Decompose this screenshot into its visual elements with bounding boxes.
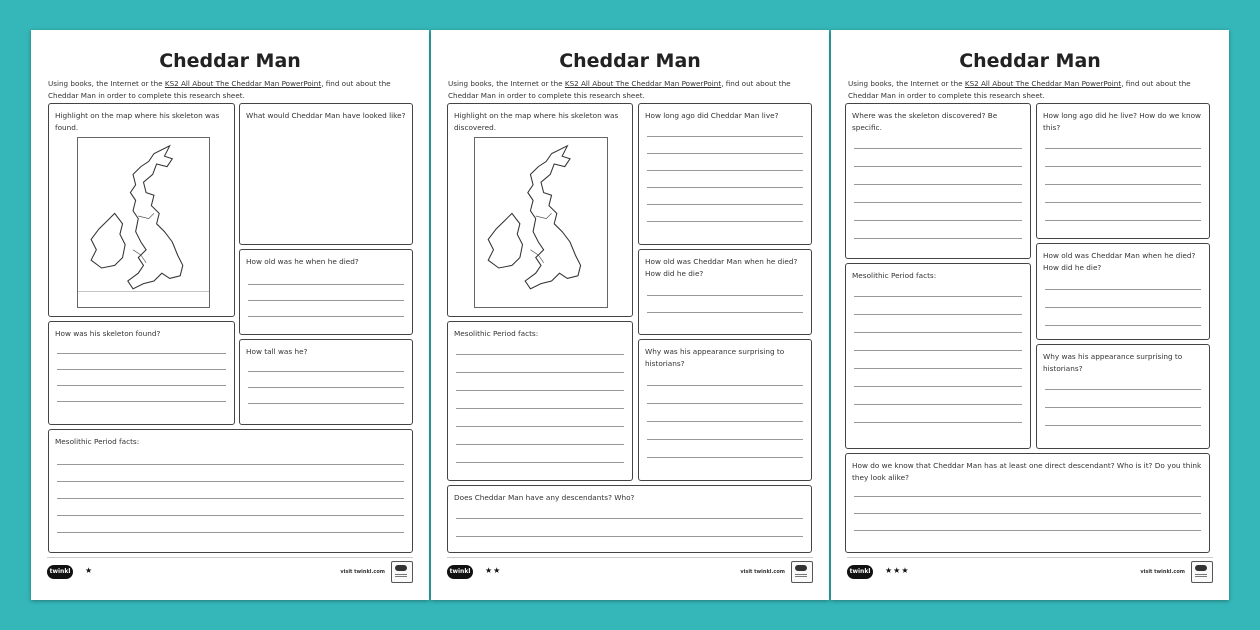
sheet-intro: Using books, the Internet or the KS2 All About The Cheddar Man PowerPoint, find out about the Cheddar Man in order to complete this research sheet.: [448, 79, 791, 100]
found-box: [48, 321, 235, 425]
answer-line[interactable]: [248, 316, 404, 317]
question-label: Highlight on the map where his skeleton was discovered.: [454, 111, 619, 132]
age-box: [239, 249, 413, 335]
answer-line[interactable]: [647, 403, 803, 404]
answer-line[interactable]: [854, 530, 1201, 531]
answer-line[interactable]: [854, 513, 1201, 514]
appearance-box: [1036, 344, 1210, 449]
age-box: [1036, 243, 1210, 340]
answer-line[interactable]: [647, 457, 803, 458]
answer-line[interactable]: [1045, 407, 1201, 408]
answer-line[interactable]: [1045, 425, 1201, 426]
looks-box: [239, 103, 413, 245]
answer-line[interactable]: [1045, 325, 1201, 326]
answer-line[interactable]: [248, 403, 404, 404]
answer-line[interactable]: [854, 350, 1022, 351]
answer-line[interactable]: [1045, 148, 1201, 149]
map-box: [447, 103, 633, 317]
appearance-box: [638, 339, 812, 481]
powerpoint-link[interactable]: KS2 All About The Cheddar Man PowerPoint: [564, 79, 722, 88]
facts-box: [447, 321, 633, 481]
answer-line[interactable]: [647, 204, 803, 205]
sheet-footer: [847, 557, 1213, 584]
question-label: Why was his appearance surprising to historians?: [645, 347, 785, 368]
quality-badge-icon: [391, 561, 413, 583]
answer-line[interactable]: [647, 153, 803, 154]
answer-line[interactable]: [456, 354, 624, 355]
sheet-footer: [47, 557, 413, 584]
answer-line[interactable]: [1045, 166, 1201, 167]
answer-line[interactable]: [456, 462, 624, 463]
difficulty-stars: ★★★: [885, 566, 910, 575]
difficulty-stars: ★: [85, 566, 94, 575]
question-label: What would Cheddar Man have looked like?: [246, 111, 406, 120]
question-label: Does Cheddar Man have any descendants? Who?: [454, 493, 635, 502]
visit-link[interactable]: visit twinkl.com: [740, 569, 785, 575]
lived-box: [638, 103, 812, 245]
answer-line[interactable]: [854, 496, 1201, 497]
answer-line[interactable]: [1045, 184, 1201, 185]
age-box: [638, 249, 812, 335]
question-label: How old was Cheddar Man when he died? How did he die?: [1043, 251, 1196, 272]
answer-line[interactable]: [248, 387, 404, 388]
answer-line[interactable]: [456, 444, 624, 445]
answer-line[interactable]: [456, 426, 624, 427]
answer-line[interactable]: [647, 187, 803, 188]
descendant-box: [845, 453, 1210, 553]
answer-line[interactable]: [456, 390, 624, 391]
answer-line[interactable]: [647, 136, 803, 137]
twinkl-logo[interactable]: twinkl: [847, 565, 873, 579]
answer-line[interactable]: [854, 202, 1022, 203]
question-label: Mesolithic Period facts:: [852, 271, 937, 280]
question-label: How long ago did he live? How do we know this?: [1043, 111, 1202, 132]
visit-link[interactable]: visit twinkl.com: [340, 569, 385, 575]
twinkl-logo[interactable]: twinkl: [47, 565, 73, 579]
answer-line[interactable]: [1045, 389, 1201, 390]
answer-line[interactable]: [854, 238, 1022, 239]
sheet-intro: Using books, the Internet or the KS2 All About The Cheddar Man PowerPoint, find out about the Cheddar Man in order to complete this research sheet.: [848, 79, 1191, 100]
answer-line[interactable]: [1045, 289, 1201, 290]
twinkl-logo[interactable]: twinkl: [447, 565, 473, 579]
answer-line[interactable]: [854, 148, 1022, 149]
question-label: Why was his appearance surprising to historians?: [1043, 352, 1183, 373]
worksheet-3: [831, 30, 1229, 600]
answer-line[interactable]: [647, 385, 803, 386]
answer-line[interactable]: [57, 464, 404, 465]
sheet-intro: Using books, the Internet or the KS2 All About The Cheddar Man PowerPoint, find out about the Cheddar Man in order to complete this research sheet.: [48, 79, 391, 100]
answer-line[interactable]: [1045, 202, 1201, 203]
sheet-footer: [447, 557, 813, 584]
answer-line[interactable]: [248, 371, 404, 372]
answer-line[interactable]: [854, 422, 1022, 423]
answer-line[interactable]: [854, 332, 1022, 333]
answer-line[interactable]: [57, 385, 226, 386]
answer-line[interactable]: [854, 386, 1022, 387]
answer-line[interactable]: [57, 515, 404, 516]
answer-line[interactable]: [647, 312, 803, 313]
question-label: How tall was he?: [246, 347, 308, 356]
answer-line[interactable]: [647, 170, 803, 171]
visit-link[interactable]: visit twinkl.com: [1140, 569, 1185, 575]
question-label: Mesolithic Period facts:: [454, 329, 539, 338]
answer-line[interactable]: [854, 184, 1022, 185]
answer-line[interactable]: [647, 439, 803, 440]
answer-line[interactable]: [1045, 220, 1201, 221]
answer-line[interactable]: [57, 401, 226, 402]
facts-box: [48, 429, 413, 553]
uk-outline-icon: [78, 138, 209, 307]
uk-outline-icon: [475, 138, 607, 307]
answer-line[interactable]: [854, 368, 1022, 369]
uk-map[interactable]: [474, 137, 608, 308]
answer-line[interactable]: [647, 221, 803, 222]
answer-line[interactable]: [456, 408, 624, 409]
question-label: Mesolithic Period facts:: [55, 437, 140, 446]
uk-map[interactable]: [77, 137, 210, 308]
answer-line[interactable]: [854, 296, 1022, 297]
answer-line[interactable]: [57, 498, 404, 499]
question-label: How old was he when he died?: [246, 257, 359, 266]
quality-badge-icon: [791, 561, 813, 583]
quality-badge-icon: [1191, 561, 1213, 583]
powerpoint-link[interactable]: KS2 All About The Cheddar Man PowerPoint: [964, 79, 1122, 88]
sheet-title: Cheddar Man: [159, 50, 301, 72]
powerpoint-link[interactable]: KS2 All About The Cheddar Man PowerPoint: [164, 79, 322, 88]
answer-line[interactable]: [854, 314, 1022, 315]
sheet-title: Cheddar Man: [559, 50, 701, 72]
facts-box: [845, 263, 1031, 449]
question-label: How was his skeleton found?: [55, 329, 161, 338]
answer-line[interactable]: [854, 166, 1022, 167]
answer-line[interactable]: [456, 372, 624, 373]
worksheet-2: [431, 30, 829, 600]
answer-line[interactable]: [57, 369, 226, 370]
answer-line[interactable]: [248, 284, 404, 285]
answer-line[interactable]: [854, 404, 1022, 405]
answer-line[interactable]: [647, 421, 803, 422]
answer-line[interactable]: [456, 536, 803, 537]
answer-line[interactable]: [854, 220, 1022, 221]
answer-line[interactable]: [456, 518, 803, 519]
answer-line[interactable]: [647, 295, 803, 296]
question-label: How long ago did Cheddar Man live?: [645, 111, 779, 120]
difficulty-stars: ★★: [485, 566, 502, 575]
discovered-box: [845, 103, 1031, 259]
sheet-title: Cheddar Man: [959, 50, 1101, 72]
answer-line[interactable]: [57, 532, 404, 533]
height-box: [239, 339, 413, 425]
answer-line[interactable]: [248, 300, 404, 301]
question-label: Where was the skeleton discovered? Be specific.: [852, 111, 998, 132]
question-label: How old was Cheddar Man when he died? How did he die?: [645, 257, 798, 278]
question-label: Highlight on the map where his skeleton was found.: [55, 111, 220, 132]
answer-line[interactable]: [57, 353, 226, 354]
answer-line[interactable]: [1045, 307, 1201, 308]
descendants-box: [447, 485, 812, 553]
answer-line[interactable]: [57, 481, 404, 482]
question-label: How do we know that Cheddar Man has at least one direct descendant? Who is it? Do you think they look alike?: [852, 461, 1202, 482]
map-box: [48, 103, 235, 317]
worksheet-1: [31, 30, 429, 600]
lived-box: [1036, 103, 1210, 239]
